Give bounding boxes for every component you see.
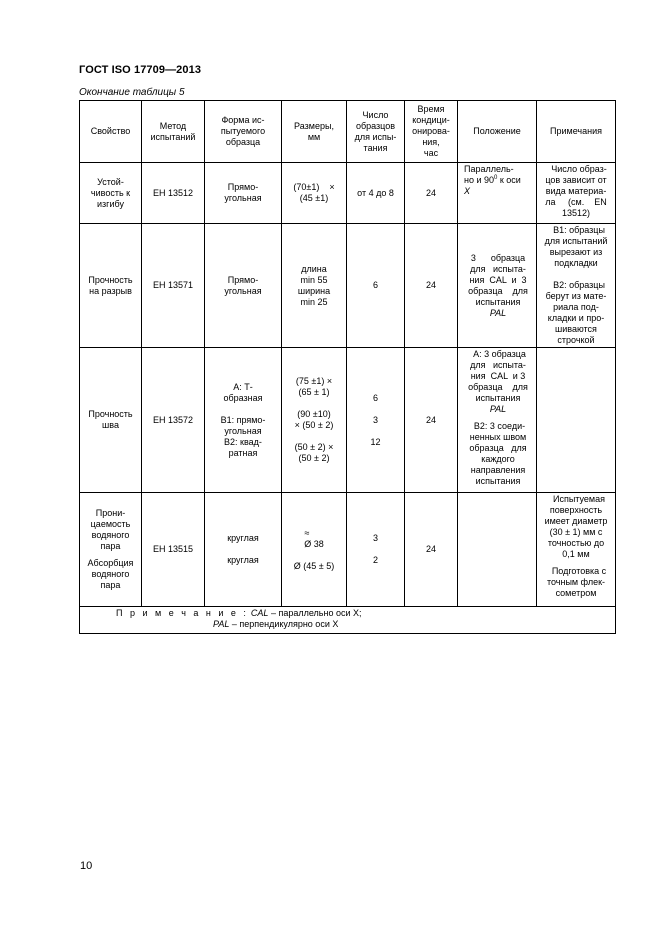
text-line: Ø (45 ± 5) (293, 560, 335, 571)
time-cell: 24 (405, 224, 458, 348)
text-line: ратная (228, 447, 258, 458)
text-line: строчкой (557, 335, 595, 345)
text-fragment: Ø 38 (304, 538, 324, 549)
text-line: (45 ±1) (299, 193, 329, 203)
text-line: PAL (489, 307, 507, 318)
text-line: min 25 (300, 296, 328, 307)
text-line: вида материа- (545, 186, 607, 196)
text-line: угольная (224, 425, 262, 436)
text-line: ненных швом (469, 432, 527, 442)
text-line: для испыта- (470, 360, 526, 370)
text-line: min 55 (300, 274, 328, 285)
text-line: PAL (489, 404, 507, 414)
approx-symbol: ≈ (304, 527, 310, 538)
text-line: ла (см. EN (545, 197, 607, 207)
spacer (349, 544, 402, 555)
text-line: длина (301, 263, 327, 274)
header-line: тания (363, 142, 388, 153)
table-row (80, 348, 616, 493)
position-cell (458, 224, 537, 348)
spacer (349, 404, 402, 415)
text-line: 6 (372, 392, 378, 403)
text-line: образца для (468, 382, 528, 392)
spacer (539, 269, 613, 280)
header-line: образцов (355, 120, 396, 131)
column-header-specimen-count (347, 101, 405, 163)
text-line: Испытуемая (552, 494, 605, 504)
text-line: 0,1 мм (562, 549, 590, 559)
header-line: Время (417, 104, 445, 114)
header-line: Размеры, (294, 120, 334, 131)
table-row (80, 224, 616, 348)
header-line: Число (362, 109, 389, 120)
text-line: В1: образцы (553, 225, 605, 235)
table-row (80, 163, 616, 224)
text-line: водяного (91, 569, 130, 579)
text-line: каждого (481, 454, 515, 464)
text-line: для испыта- (470, 263, 526, 274)
text-line: × (50 ± 2) (294, 420, 334, 430)
text-line: 13512) (561, 208, 591, 218)
header-line: образца (225, 137, 261, 147)
document-code: ГОСТ ISO 17709—2013 (79, 64, 202, 76)
text-line: В2: 3 соеди- (473, 421, 526, 431)
text-line: вырезают из (549, 247, 603, 257)
text-line: (30 ± 1) мм с (549, 527, 603, 537)
text-line: испытания (475, 296, 521, 307)
text-line: кладки и про- (547, 313, 605, 323)
column-header-conditioning-time (405, 101, 458, 163)
text-line: А: Т- (233, 381, 253, 392)
time-cell: 24 (405, 163, 458, 224)
header-line: Метод (159, 120, 187, 131)
spacer (284, 398, 344, 409)
footnote-term: PAL (213, 619, 230, 629)
property-cell (80, 348, 142, 493)
text-line: (70±1) × (293, 182, 335, 192)
text-fragment: к оси (497, 175, 521, 185)
property-cell (80, 493, 142, 607)
column-header-method (142, 101, 205, 163)
text-line: имеет диаметр (544, 516, 608, 526)
time-cell: 24 (405, 493, 458, 607)
count-cell (347, 348, 405, 493)
table-header-row (80, 101, 616, 163)
table-footnote-row (80, 607, 616, 634)
text-line: (50 ± 2) (298, 453, 330, 463)
text-line: В2: квад- (224, 436, 262, 447)
text-line: (50 ± 2) × (294, 442, 334, 452)
text-line: берут из мате- (545, 291, 607, 301)
position-cell (458, 348, 537, 493)
text-line: ния CAL и 3 (470, 371, 526, 381)
shape-cell (205, 493, 282, 607)
text-line: водяного (91, 530, 130, 540)
text-line: шва (102, 420, 119, 430)
notes-cell (537, 348, 616, 493)
spacer (207, 404, 279, 415)
text-line (284, 528, 344, 550)
time-cell: 24 (405, 348, 458, 493)
text-line: В2: образцы (553, 280, 605, 290)
method-cell: ЕН 13512 (142, 163, 205, 224)
text-line: Прони- (95, 508, 126, 518)
text-line: шиваются (555, 324, 597, 334)
header-line: онирова- (412, 126, 450, 136)
property-cell (80, 224, 142, 348)
text-line: пара (100, 541, 121, 551)
text-line: ния CAL и 3 (469, 274, 527, 285)
table-caption: Окончание таблицы 5 (79, 87, 185, 98)
spacer (284, 431, 344, 442)
position-cell (458, 163, 537, 224)
text-line: Абсорбция (87, 558, 134, 568)
text-line: точностью до (547, 538, 605, 548)
column-header-notes (537, 101, 616, 163)
header-line: для испы- (354, 131, 397, 142)
column-header-property (80, 101, 142, 163)
notes-cell (537, 163, 616, 224)
text-line: изгибу (97, 198, 124, 209)
notes-cell (537, 493, 616, 607)
shape-cell (205, 224, 282, 348)
position-cell (458, 493, 537, 607)
text-line: образца для (468, 285, 528, 296)
method-cell: ЕН 13572 (142, 348, 205, 493)
text-line: чивость к (90, 187, 131, 198)
text-line: (90 ±10) (297, 409, 331, 419)
text-line: сометром (555, 588, 597, 598)
text-line: образная (223, 392, 263, 403)
text-line: Устой- (97, 176, 124, 187)
property-cell (80, 163, 142, 224)
header-line: Примечания (550, 126, 602, 136)
footnote-text: – перпендикулярно оси X (229, 619, 339, 629)
text-line: Прочность (88, 274, 133, 285)
footnote-label: П р и м е ч а н и е : (116, 608, 249, 618)
text-line: на разрыв (89, 285, 132, 296)
text-line: цаемость (90, 519, 131, 529)
text-line: риала под- (553, 302, 599, 312)
footnote-line (116, 608, 613, 619)
spacer (349, 426, 402, 437)
header-line: испытаний (150, 131, 196, 142)
footnote-term: CAL (250, 608, 269, 618)
notes-cell (537, 224, 616, 348)
text-line: испытания (475, 393, 521, 403)
text-line: ширина (297, 285, 331, 296)
method-cell: ЕН 13515 (142, 493, 205, 607)
header-line: Форма ис- (221, 115, 265, 125)
header-line: мм (307, 131, 321, 142)
text-line: направления (470, 465, 526, 475)
text-line: образца для (469, 443, 527, 453)
size-cell (282, 163, 347, 224)
text-line: 2 (372, 555, 378, 565)
column-header-specimen-shape (205, 101, 282, 163)
text-line: круглая (227, 555, 259, 565)
method-cell: ЕН 13571 (142, 224, 205, 348)
spacer (207, 544, 279, 555)
header-line: Положение (473, 126, 521, 136)
count-cell: от 4 до 8 (347, 163, 405, 224)
text-line (464, 175, 534, 186)
degree-superscript: 0 (494, 175, 498, 181)
text-line: X (464, 186, 471, 196)
text-line: 12 (370, 436, 381, 447)
text-line: цов зависит от (545, 175, 607, 185)
text-line: поверхность (549, 505, 603, 515)
text-line: А: 3 образца (473, 349, 526, 359)
text-line: угольная (224, 193, 262, 203)
table-row (80, 493, 616, 607)
size-cell (282, 224, 347, 348)
text-line: Параллель- (464, 164, 514, 174)
text-line: пара (100, 580, 121, 590)
header-line: кондици- (412, 115, 450, 125)
table-footnote (80, 607, 616, 634)
size-cell (282, 493, 347, 607)
text-line: точным флек- (546, 577, 606, 587)
text-line: подкладки (554, 258, 598, 268)
count-cell (347, 493, 405, 607)
text-line: Прямо- (227, 274, 259, 285)
shape-cell (205, 163, 282, 224)
text-line: (65 ± 1) (298, 387, 330, 397)
text-line: 3 (372, 414, 378, 425)
header-line: Свойство (90, 126, 131, 136)
count-cell: 6 (347, 224, 405, 348)
header-line: ния, (422, 137, 440, 147)
page-number: 10 (80, 860, 93, 872)
text-fragment: но и 90 (464, 175, 495, 185)
text-line: Подготовка с (551, 566, 607, 576)
text-line: круглая (227, 533, 259, 543)
test-methods-table (79, 100, 616, 634)
text-line: Число образ- (551, 164, 607, 174)
header-line: час (423, 148, 439, 158)
text-line: Прочность (88, 409, 133, 419)
footnote-line (116, 619, 613, 630)
shape-cell (205, 348, 282, 493)
text-line: Прямо- (227, 182, 259, 192)
text-line: 3 (372, 533, 378, 543)
column-header-position (458, 101, 537, 163)
text-line: В1: прямо- (220, 414, 266, 425)
text-line: для испытаний (544, 236, 608, 246)
text-line: (75 ±1) × (295, 376, 333, 386)
text-line: угольная (224, 285, 262, 296)
header-line: пытуемого (220, 126, 266, 136)
text-line: 3 образца (470, 252, 526, 263)
text-line: испытания (475, 476, 521, 486)
spacer (284, 550, 344, 561)
footnote-text: – параллельно оси X; (268, 608, 362, 618)
column-header-dimensions (282, 101, 347, 163)
size-cell (282, 348, 347, 493)
